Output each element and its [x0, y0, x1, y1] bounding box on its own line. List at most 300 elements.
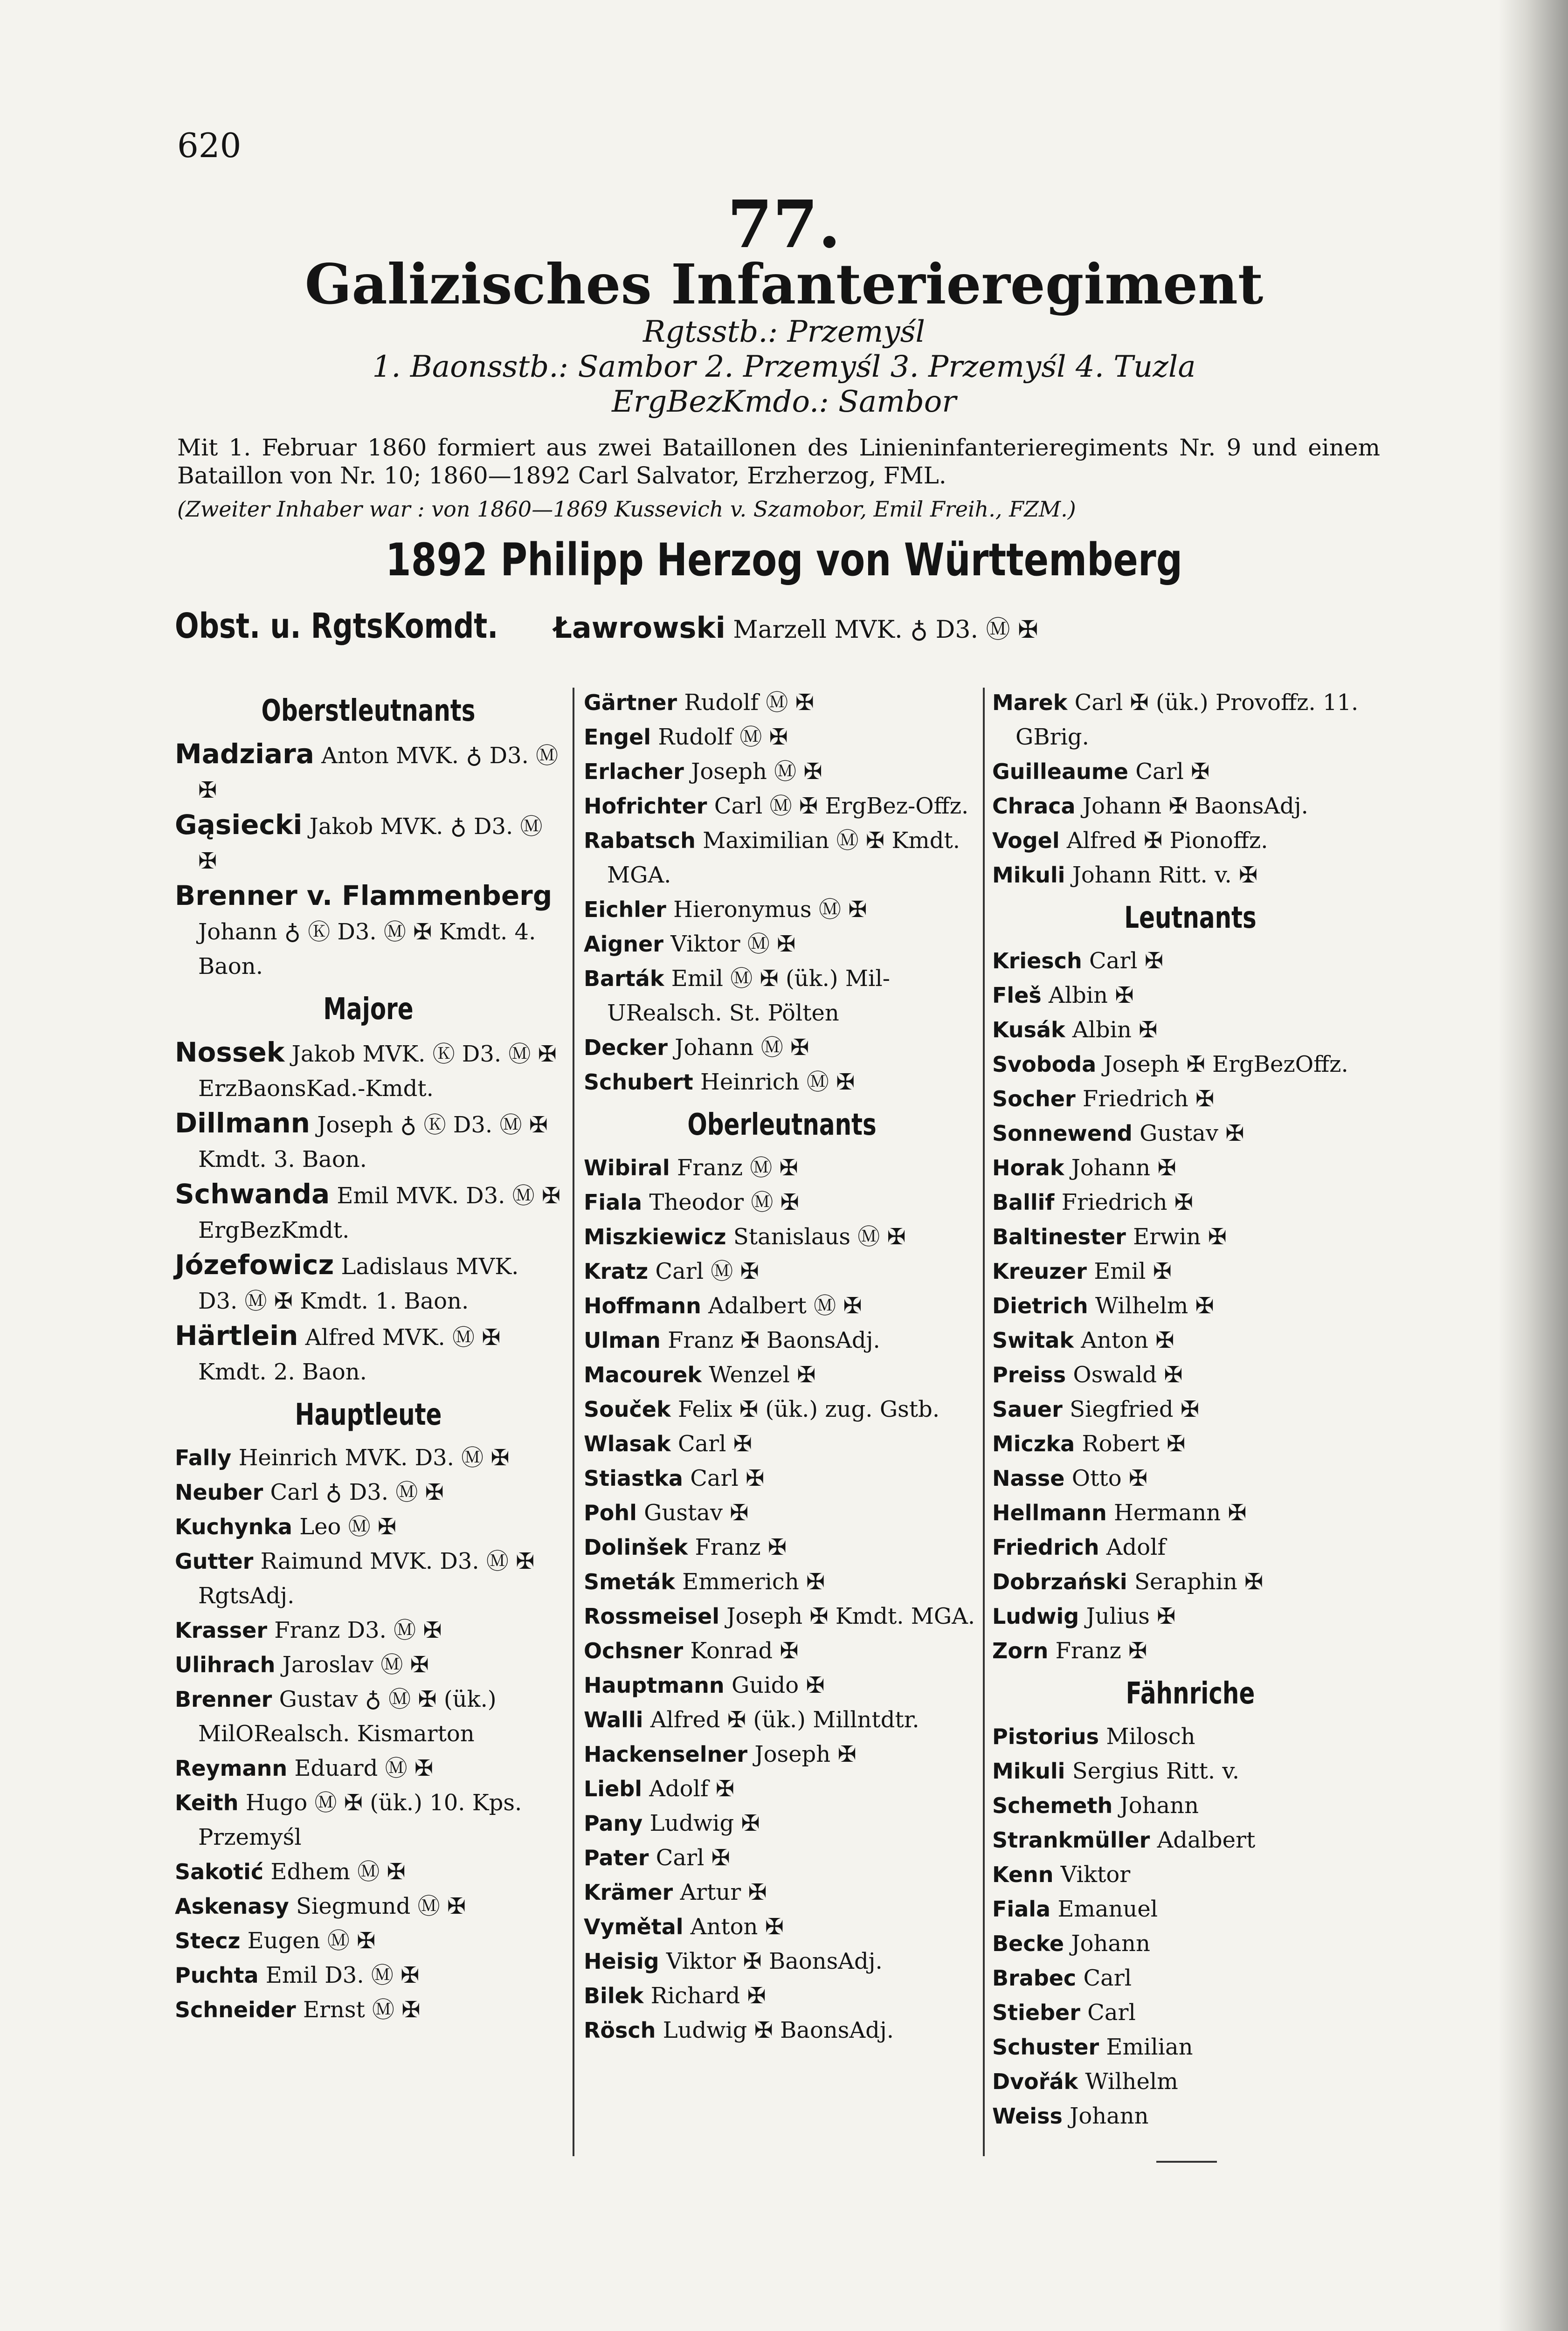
officer-details: Richard ✠	[650, 1983, 766, 2009]
officer-surname: Dobrzański	[992, 1569, 1127, 1594]
officer-surname: Preiss	[992, 1362, 1066, 1387]
officer-details: Emil MVK. D3. Ⓜ ✠ ErgBezKmdt.	[198, 1183, 561, 1243]
officer-surname: Kuchynka	[175, 1514, 292, 1539]
officer-surname: Hauptmann	[584, 1673, 725, 1698]
officer-surname: Kratz	[584, 1259, 649, 1284]
officer-entry	[175, 1958, 562, 1993]
officer-details: Robert ✠	[1082, 1431, 1186, 1457]
officer-details: Carl	[1087, 2000, 1136, 2026]
officer-surname: Pater	[584, 1845, 649, 1870]
officer-surname: Kenn	[992, 1862, 1054, 1887]
officer-entry	[584, 1254, 980, 1289]
end-rule	[1156, 2161, 1217, 2163]
officer-entry	[992, 754, 1388, 789]
officer-details: Carl	[1083, 1965, 1132, 1991]
officer-details: Heinrich Ⓜ ✠	[700, 1069, 855, 1095]
officer-surname: Brenner v. Flammenberg	[175, 880, 553, 911]
officer-surname: Hoffmann	[584, 1293, 701, 1318]
officer-surname: Decker	[584, 1035, 668, 1060]
officer-details: Carl ✠	[1135, 759, 1210, 785]
officer-entry	[992, 1565, 1388, 1599]
officer-details: Johann	[1071, 1931, 1150, 1957]
officer-entry	[584, 789, 980, 823]
officer-details: Rudolf Ⓜ ✠	[658, 724, 788, 750]
officer-surname: Stieber	[992, 2000, 1080, 2025]
officer-surname: Aigner	[584, 931, 663, 957]
officer-details: Friedrich ✠	[1061, 1189, 1193, 1215]
officer-entry	[992, 1530, 1388, 1565]
officer-details: Friedrich ✠	[1082, 1086, 1215, 1112]
officer-surname: Erlacher	[584, 759, 684, 784]
officer-surname: Liebl	[584, 1776, 642, 1801]
regiment-title: Galizisches Infanterieregiment	[304, 252, 1264, 317]
officer-entry	[175, 1786, 562, 1855]
officer-surname: Fally	[175, 1445, 232, 1470]
officer-entry	[175, 1544, 562, 1613]
officer-details: Emil D3. Ⓜ ✠	[265, 1962, 420, 1988]
officer-entry	[584, 892, 980, 927]
officer-details: Ludwig ✠	[649, 1810, 760, 1836]
officer-surname: Ulihrach	[175, 1652, 276, 1677]
officer-surname: Härtlein	[175, 1320, 298, 1352]
column-divider	[983, 688, 985, 2156]
officer-details: Johann Ⓜ ✠	[675, 1034, 809, 1061]
officer-surname: Józefowicz	[175, 1249, 334, 1281]
officer-entry	[584, 1875, 980, 1910]
officer-entry	[584, 2013, 980, 2048]
officer-surname: Ochsner	[584, 1638, 684, 1663]
officer-details: Alfred ✠ Pionoffz.	[1066, 828, 1268, 854]
officer-entry	[175, 1855, 562, 1889]
officer-entry	[992, 978, 1388, 1013]
officer-entry	[992, 1323, 1388, 1358]
section-heading: Leutnants	[1124, 901, 1257, 935]
officer-details: Leo Ⓜ ✠	[299, 1514, 397, 1540]
officer-entry	[584, 1030, 980, 1065]
officer-entry	[584, 1185, 980, 1220]
roster-column-3	[992, 685, 1388, 2133]
officer-details: Wilhelm	[1085, 2069, 1178, 2095]
officer-surname: Souček	[584, 1397, 671, 1422]
officer-details: Adolf	[1106, 1534, 1166, 1560]
officer-entry	[584, 1323, 980, 1358]
officer-details: Adalbert Ⓜ ✠	[708, 1293, 862, 1319]
officer-surname: Socher	[992, 1086, 1076, 1111]
second-owner-note: (Zweiter Inhaber war : von 1860—1869 Kussevich v. Szamobor, Emil Freih., FZM.)	[177, 497, 1076, 522]
officer-entry	[992, 1995, 1388, 2030]
officer-details: Johann ✠ BaonsAdj.	[1082, 793, 1308, 819]
officer-details: Carl Ⓜ ✠	[655, 1258, 759, 1284]
officer-surname: Schuster	[992, 2034, 1099, 2060]
officer-details: Sergius Ritt. v.	[1072, 1758, 1240, 1784]
officer-surname: Hackenselner	[584, 1742, 748, 1767]
officer-surname: Keith	[175, 1790, 239, 1815]
officer-details: Carl ✠	[677, 1431, 752, 1457]
officer-surname: Engel	[584, 724, 651, 750]
officer-details: Joseph Ⓜ ✠	[691, 759, 822, 785]
officer-details: Oswald ✠	[1073, 1362, 1183, 1388]
officer-entry	[584, 1220, 980, 1254]
officer-surname: Ulman	[584, 1328, 661, 1353]
officer-entry	[992, 1599, 1388, 1634]
officer-surname: Svoboda	[992, 1052, 1097, 1077]
officer-details: Eugen Ⓜ ✠	[247, 1928, 376, 1954]
officer-entry	[992, 789, 1388, 823]
officer-surname: Chraca	[992, 793, 1076, 819]
officer-surname: Pistorius	[992, 1724, 1099, 1749]
officer-surname: Mikuli	[992, 1759, 1065, 1784]
officer-entry	[584, 1392, 980, 1427]
officer-details: Johann	[1119, 1793, 1199, 1819]
officer-entry	[584, 1668, 980, 1703]
officer-entry	[992, 1926, 1388, 1961]
officer-details: Julius ✠	[1086, 1603, 1176, 1629]
officer-surname: Walli	[584, 1707, 643, 1732]
officer-entry	[175, 1441, 562, 1475]
officer-surname: Krämer	[584, 1880, 673, 1905]
officer-details: Konrad ✠	[690, 1638, 799, 1664]
officer-entry	[584, 1599, 980, 1634]
officer-entry	[992, 1892, 1388, 1926]
officer-entry	[584, 685, 980, 720]
officer-surname: Pany	[584, 1811, 643, 1836]
officer-entry	[584, 1530, 980, 1565]
supplementary-district-line: ErgBezKmdo.: Sambor	[612, 385, 956, 419]
officer-details: Siegfried ✠	[1070, 1396, 1200, 1422]
officer-entry	[175, 1613, 562, 1648]
officer-entry	[584, 1461, 980, 1496]
officer-surname: Gutter	[175, 1549, 254, 1574]
officer-details: Carl ✠	[690, 1465, 765, 1491]
officer-entry	[992, 1427, 1388, 1461]
regiment-history: Mit 1. Februar 1860 formiert aus zwei Bataillonen des Linieninfanterieregiments Nr. 9 und einem Bataillon von Nr. 10; 1860—1892 Carl Salvator, Erzherzog, FML.	[177, 434, 1380, 489]
officer-surname: Smeták	[584, 1569, 675, 1594]
officer-entry	[992, 2064, 1388, 2099]
officer-entry	[992, 1634, 1388, 1668]
officer-entry	[584, 720, 980, 754]
officer-entry	[175, 1751, 562, 1786]
officer-surname: Pohl	[584, 1500, 637, 1525]
commander-rank: Obst. u. RgtsKomdt.	[175, 606, 498, 646]
officer-details: Joseph ♁ Ⓚ D3. Ⓜ ✠ Kmdt. 3. Baon.	[198, 1112, 548, 1172]
officer-details: Carl Ⓜ ✠ ErgBez-Offz.	[714, 793, 969, 819]
officer-surname: Sakotić	[175, 1859, 264, 1884]
officer-entry	[175, 1106, 562, 1177]
officer-details: Adalbert	[1157, 1827, 1256, 1853]
officer-details: Franz Ⓜ ✠	[677, 1155, 798, 1181]
officer-surname: Strankmüller	[992, 1828, 1150, 1853]
officer-surname: Switak	[992, 1328, 1074, 1353]
officer-details: Emil Ⓜ ✠ (ük.) Mil-URealsch. St. Pölten	[607, 966, 890, 1026]
officer-surname: Ballif	[992, 1190, 1055, 1215]
officer-entry	[584, 754, 980, 789]
officer-details: Carl ♁ D3. Ⓜ ✠	[270, 1479, 444, 1505]
officer-details: Carl ✠	[656, 1845, 730, 1871]
officer-entry	[584, 1065, 980, 1099]
officer-entry	[992, 1185, 1388, 1220]
officer-entry	[584, 961, 980, 1030]
officer-surname: Marek	[992, 690, 1068, 715]
officer-surname: Gärtner	[584, 690, 677, 715]
officer-surname: Vymětal	[584, 1914, 684, 1939]
officer-entry	[584, 1772, 980, 1806]
officer-surname: Hofrichter	[584, 793, 707, 819]
battalion-staff-line: 1. Baonsstb.: Sambor 2. Przemyśl 3. Przemyśl 4. Tuzla	[372, 350, 1196, 384]
officer-surname: Miszkiewicz	[584, 1224, 726, 1249]
officer-details: Alfred MVK. Ⓜ ✠ Kmdt. 2. Baon.	[198, 1324, 501, 1385]
officer-surname: Brabec	[992, 1965, 1077, 1991]
officer-entry	[992, 1461, 1388, 1496]
officer-details: Viktor	[1060, 1862, 1131, 1888]
officer-entry	[175, 1248, 562, 1318]
officer-details: Gustav ♁ Ⓜ ✠ (ük.) MilORealsch. Kismarton	[198, 1686, 497, 1747]
officer-surname: Sonnewend	[992, 1121, 1133, 1146]
officer-entry	[992, 1392, 1388, 1427]
regiment-proprietor: 1892 Philipp Herzog von Württemberg	[385, 534, 1183, 586]
section-heading: Fähnriche	[1126, 1676, 1255, 1711]
officer-details: Anton ✠	[690, 1914, 784, 1940]
officer-details: Emil ✠	[1094, 1258, 1172, 1284]
officer-surname: Bilek	[584, 1983, 644, 2008]
officer-entry	[584, 1703, 980, 1737]
officer-entry	[584, 927, 980, 961]
officer-details: Eduard Ⓜ ✠	[294, 1755, 434, 1781]
officer-surname: Miczka	[992, 1431, 1075, 1456]
officer-details: Franz ✠	[1055, 1638, 1147, 1664]
officer-surname: Fleš	[992, 983, 1042, 1008]
officer-surname: Stecz	[175, 1928, 241, 1953]
officer-surname: Becke	[992, 1931, 1064, 1956]
roster-column-2	[584, 685, 980, 2048]
section-heading: Majore	[323, 992, 414, 1027]
officer-entry	[584, 823, 980, 892]
officer-entry	[175, 1177, 562, 1248]
officer-details: Jakob MVK. Ⓚ D3. Ⓜ ✠ ErzBaonsKad.-Kmdt.	[198, 1041, 557, 1102]
officer-surname: Hellmann	[992, 1500, 1107, 1525]
officer-details: Stanislaus Ⓜ ✠	[733, 1224, 906, 1250]
officer-surname: Guilleaume	[992, 759, 1128, 784]
officer-details: Hugo Ⓜ ✠ (ük.) 10. Kps. Przemyśl	[198, 1790, 522, 1850]
commander-name: Ławrowski	[553, 611, 725, 645]
officer-surname: Schubert	[584, 1069, 693, 1095]
officer-surname: Friedrich	[992, 1535, 1099, 1560]
officer-entry	[175, 1035, 562, 1106]
officer-details: Milosch	[1106, 1724, 1195, 1750]
roster-column-1	[175, 685, 562, 2027]
officer-surname: Dillmann	[175, 1107, 310, 1139]
officer-surname: Fiala	[992, 1897, 1051, 1922]
officer-entry	[584, 1910, 980, 1944]
officer-entry	[175, 1475, 562, 1510]
officer-details: Franz D3. Ⓜ ✠	[274, 1617, 442, 1643]
officer-details: Anton MVK. ♁ D3. Ⓜ ✠	[198, 743, 559, 803]
officer-surname: Dietrich	[992, 1293, 1088, 1318]
officer-details: Johann ♁ Ⓚ D3. Ⓜ ✠ Kmdt. 4. Baon.	[198, 919, 536, 979]
officer-entry	[992, 1116, 1388, 1151]
officer-details: Joseph ✠ ErgBezOffz.	[1103, 1051, 1348, 1077]
officer-details: Johann ✠	[1071, 1155, 1176, 1181]
officer-entry	[992, 1289, 1388, 1323]
officer-entry	[992, 1857, 1388, 1892]
officer-surname: Kusák	[992, 1017, 1065, 1042]
officer-surname: Kriesch	[992, 948, 1082, 973]
officer-entry	[992, 1358, 1388, 1392]
officer-details: Adolf ✠	[649, 1776, 735, 1802]
officer-surname: Eichler	[584, 897, 666, 922]
officer-surname: Baltinester	[992, 1224, 1126, 1249]
commander-details: Marzell MVK. ♁ D3. Ⓜ ✠	[733, 616, 1038, 644]
officer-details: Viktor ✠ BaonsAdj.	[666, 1948, 883, 1974]
officer-details: Johann Ritt. v. ✠	[1072, 862, 1258, 888]
officer-surname: Reymann	[175, 1756, 288, 1781]
officer-details: Ludwig ✠ BaonsAdj.	[663, 2017, 894, 2043]
officer-entry	[992, 1719, 1388, 1754]
officer-entry	[992, 823, 1388, 858]
officer-details: Wenzel ✠	[709, 1362, 816, 1388]
officer-details: Maximilian Ⓜ ✠ Kmdt. MGA.	[607, 828, 960, 888]
officer-entry	[992, 2030, 1388, 2064]
officer-entry	[584, 1737, 980, 1772]
officer-details: Joseph ✠	[754, 1741, 857, 1767]
officer-details: Albin ✠	[1072, 1017, 1158, 1043]
officer-details: Siegmund Ⓜ ✠	[296, 1893, 466, 1919]
officer-entry	[992, 1220, 1388, 1254]
officer-entry	[992, 1151, 1388, 1185]
officer-details: Wilhelm ✠	[1095, 1293, 1214, 1319]
officer-details: Rudolf Ⓜ ✠	[684, 690, 814, 716]
officer-surname: Kreuzer	[992, 1259, 1087, 1284]
officer-entry	[992, 1788, 1388, 1823]
regiment-commander	[175, 606, 1038, 646]
officer-details: Anton ✠	[1081, 1327, 1174, 1353]
officer-entry	[992, 944, 1388, 978]
officer-entry	[584, 1979, 980, 2013]
officer-details: Theodor Ⓜ ✠	[649, 1189, 799, 1215]
officer-details: Raimund MVK. D3. Ⓜ ✠ RgtsAdj.	[198, 1548, 535, 1609]
section-heading: Oberleutnants	[687, 1108, 877, 1142]
officer-entry	[584, 1496, 980, 1530]
officer-surname: Fiala	[584, 1190, 642, 1215]
officer-entry	[175, 1510, 562, 1544]
officer-entry	[584, 1841, 980, 1875]
officer-surname: Dvořák	[992, 2069, 1078, 2094]
officer-surname: Heisig	[584, 1949, 659, 1974]
officer-surname: Macourek	[584, 1362, 702, 1387]
officer-surname: Ludwig	[992, 1604, 1079, 1629]
officer-surname: Nossek	[175, 1036, 285, 1068]
officer-entry	[992, 1496, 1388, 1530]
officer-details: Ladislaus MVK. D3. Ⓜ ✠ Kmdt. 1. Baon.	[198, 1254, 519, 1314]
officer-entry	[175, 1889, 562, 1924]
officer-surname: Schemeth	[992, 1793, 1113, 1818]
officer-surname: Nasse	[992, 1466, 1065, 1491]
officer-surname: Madziara	[175, 738, 314, 770]
officer-surname: Rossmeisel	[584, 1604, 720, 1629]
officer-details: Carl ✠	[1089, 948, 1164, 974]
officer-surname: Schneider	[175, 1997, 296, 2022]
column-divider	[573, 688, 574, 2156]
officer-entry	[175, 1993, 562, 2027]
officer-details: Heinrich MVK. D3. Ⓜ ✠	[238, 1445, 510, 1471]
officer-details: Carl ✠ (ük.) Provoffz. 11. GBrig.	[1015, 690, 1359, 750]
officer-details: Hieronymus Ⓜ ✠	[673, 897, 867, 923]
officer-details: Gustav ✠	[1140, 1120, 1244, 1146]
officer-surname: Zorn	[992, 1638, 1049, 1663]
officer-entry	[584, 1151, 980, 1185]
officer-surname: Stiastka	[584, 1466, 683, 1491]
officer-surname: Rösch	[584, 2018, 656, 2043]
officer-surname: Gąsiecki	[175, 809, 303, 841]
officer-details: Erwin ✠	[1133, 1224, 1227, 1250]
officer-entry	[584, 1289, 980, 1323]
officer-surname: Weiss	[992, 2103, 1063, 2129]
officer-surname: Wibiral	[584, 1155, 670, 1180]
officer-details: Viktor Ⓜ ✠	[670, 931, 796, 957]
officer-surname: Askenasy	[175, 1894, 289, 1919]
officer-entry	[584, 1806, 980, 1841]
officer-entry	[992, 1047, 1388, 1082]
officer-entry	[992, 1082, 1388, 1116]
officer-details: Ernst Ⓜ ✠	[303, 1997, 421, 2023]
officer-entry	[584, 1358, 980, 1392]
officer-details: Felix ✠ (ük.) zug. Gstb.	[677, 1396, 940, 1422]
regiment-staff-line: Rgtsstb.: Przemyśl	[643, 315, 925, 349]
officer-surname: Neuber	[175, 1480, 263, 1505]
officer-details: Hermann ✠	[1113, 1500, 1247, 1526]
officer-details: Emanuel	[1057, 1896, 1158, 1922]
officer-details: Franz ✠	[695, 1534, 787, 1560]
officer-details: Edhem Ⓜ ✠	[270, 1859, 406, 1885]
officer-entry	[584, 1565, 980, 1599]
officer-details: Emmerich ✠	[682, 1569, 825, 1595]
officer-entry	[175, 1318, 562, 1389]
officer-entry	[992, 1754, 1388, 1788]
officer-details: Emilian	[1106, 2034, 1193, 2060]
officer-surname: Schwanda	[175, 1178, 330, 1210]
officer-surname: Wlasak	[584, 1431, 671, 1456]
officer-entry	[992, 1254, 1388, 1289]
officer-entry	[175, 1924, 562, 1958]
officer-entry	[584, 1634, 980, 1668]
officer-entry	[992, 2099, 1388, 2133]
page-number: 620	[177, 126, 242, 165]
officer-entry	[992, 685, 1388, 754]
officer-details: Artur ✠	[680, 1879, 767, 1905]
officer-details: Albin ✠	[1049, 982, 1134, 1008]
officer-surname: Sauer	[992, 1397, 1063, 1422]
officer-entry	[992, 1961, 1388, 1995]
section-heading: Hauptleute	[295, 1398, 442, 1432]
officer-surname: Dolinšek	[584, 1535, 688, 1560]
officer-entry	[175, 1648, 562, 1682]
officer-entry	[992, 1013, 1388, 1047]
regiment-number: 77.	[727, 186, 841, 263]
officer-entry	[584, 1944, 980, 1979]
officer-details: Guido ✠	[731, 1672, 825, 1698]
officer-details: Otto ✠	[1071, 1465, 1148, 1491]
officer-details: Jaroslav Ⓜ ✠	[282, 1652, 429, 1678]
officer-entry	[584, 1427, 980, 1461]
officer-details: Alfred ✠ (ük.) Millntdtr.	[650, 1707, 919, 1733]
officer-surname: Puchta	[175, 1963, 259, 1988]
officer-surname: Mikuli	[992, 862, 1065, 888]
officer-surname: Horak	[992, 1155, 1064, 1180]
officer-details: Joseph ✠ Kmdt. MGA.	[726, 1603, 975, 1629]
officer-surname: Vogel	[992, 828, 1060, 853]
officer-entry	[175, 878, 562, 984]
officer-entry	[175, 807, 562, 878]
officer-surname: Rabatsch	[584, 828, 696, 853]
